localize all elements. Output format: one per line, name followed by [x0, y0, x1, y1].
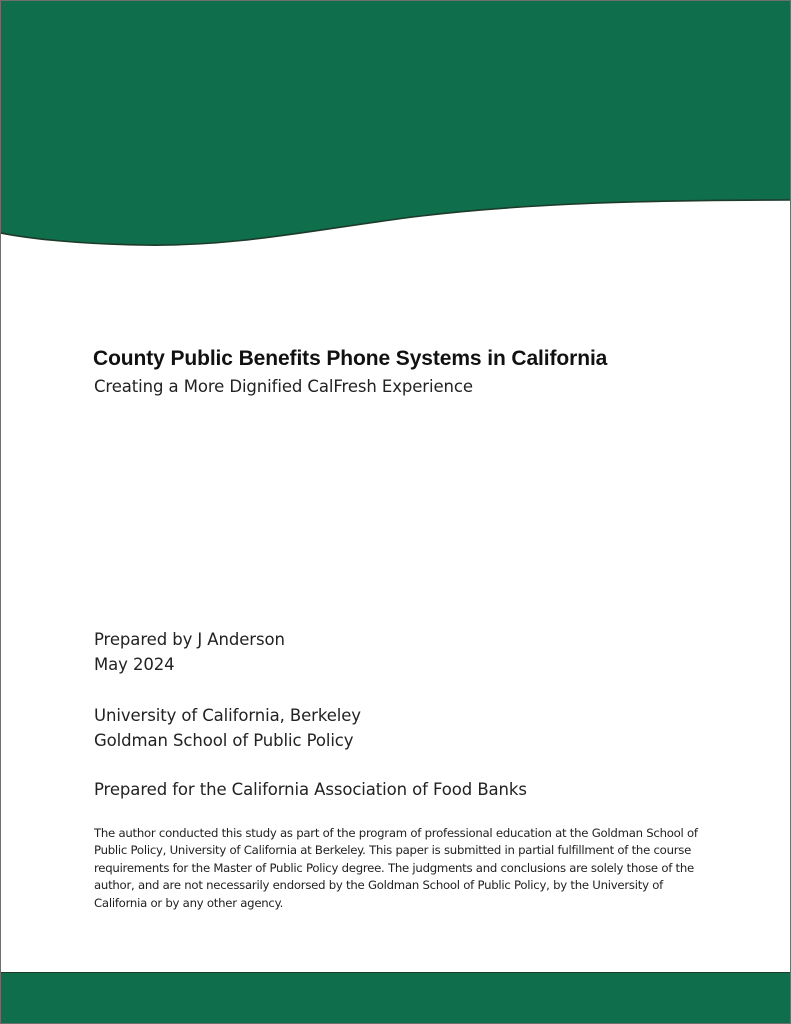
author-block [94, 627, 285, 677]
school-name: Goldman School of Public Policy [94, 731, 354, 750]
footer-band [1, 972, 790, 1023]
institution-block [94, 703, 361, 753]
header-wave-band [1, 1, 790, 251]
report-title: County Public Benefits Phone Systems in California [93, 347, 608, 370]
report-date: May 2024 [94, 655, 175, 674]
prepared-by: Prepared by J Anderson [94, 630, 285, 649]
header-wave-fill [1, 1, 790, 245]
report-subtitle: Creating a More Dignified CalFresh Experience [94, 377, 473, 396]
prepared-for: Prepared for the California Association of Food Banks [94, 780, 527, 799]
disclaimer-paragraph: The author conducted this study as part of the program of professional education at the Goldman School of Public Policy, University of California at Berkeley. This paper is submitted in partial fulfillment of the course requirements for the Master of Public Policy degree. The judgments and conclusions are solely those of the author, and are not necessarily endorsed by the Goldman School of Public Policy, by the University of California or by any other agency. [94, 826, 698, 910]
client-block [94, 777, 527, 802]
university-name: University of California, Berkeley [94, 706, 361, 725]
